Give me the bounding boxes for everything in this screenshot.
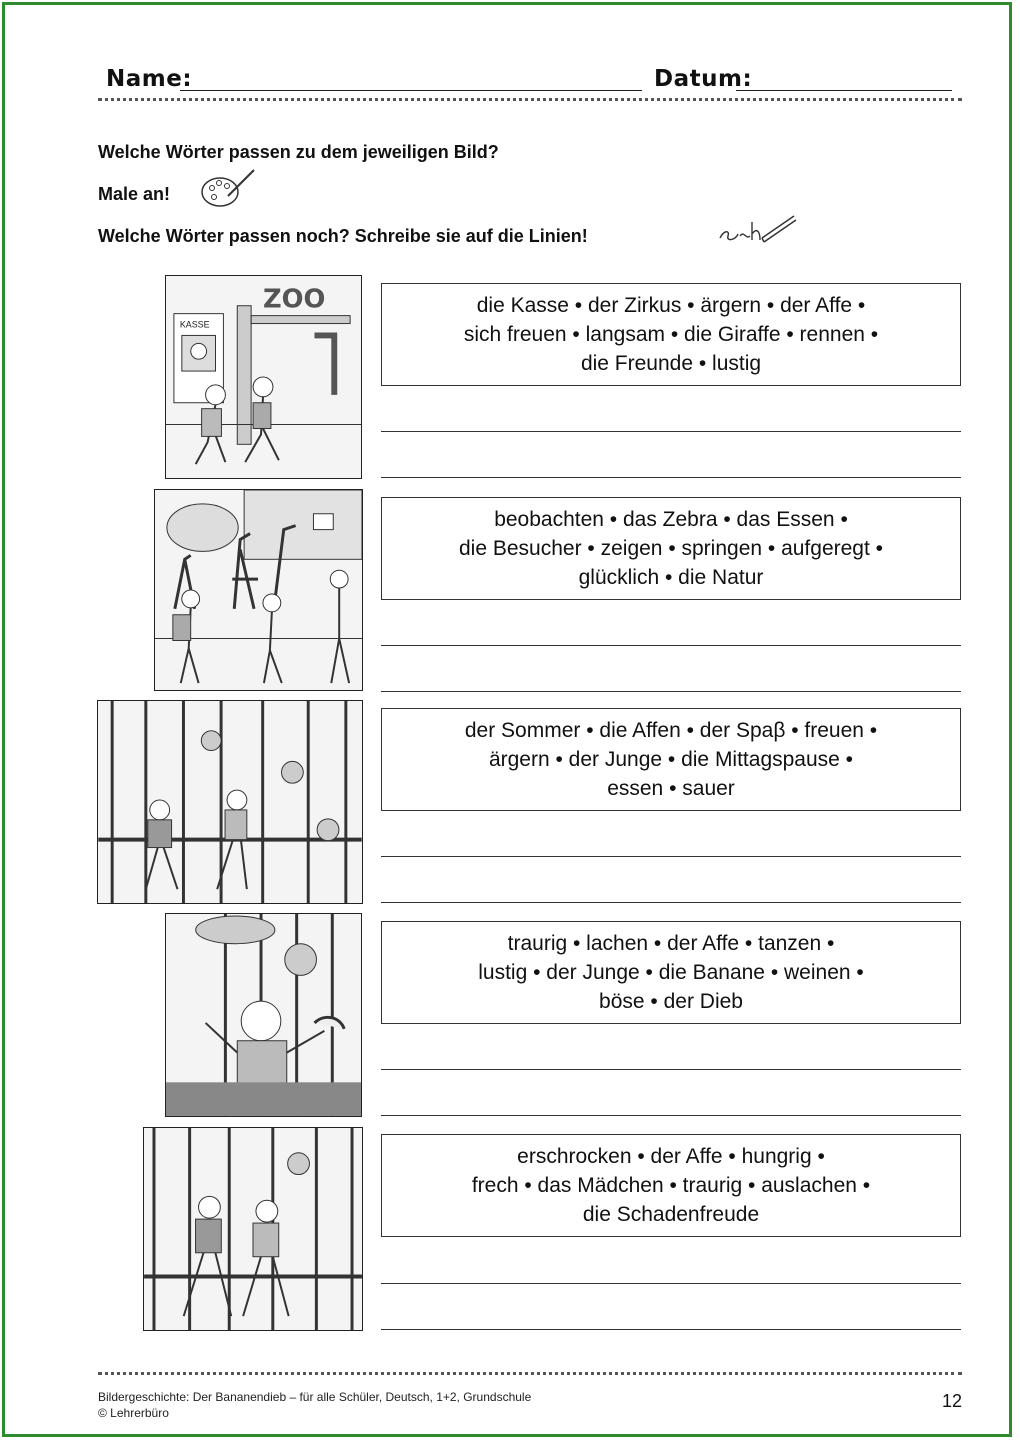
illustration-kids-entering-zoo (165, 275, 362, 479)
name-label: Name: (106, 66, 193, 92)
writing-line[interactable] (381, 856, 961, 857)
date-field[interactable] (736, 90, 952, 91)
palette-icon (198, 166, 260, 212)
word-line: glücklich • die Natur (578, 566, 764, 589)
instruction-3: Welche Wörter passen noch? Schreibe sie auf die Linien! (98, 226, 588, 246)
writing-line[interactable] (381, 645, 961, 646)
pencil-icon (716, 210, 800, 246)
word-line: frech • das Mädchen • traurig • auslachen • (471, 1174, 871, 1197)
illustration-kids-watching-giraffes (154, 489, 363, 691)
word-line: der Sommer • die Affen • der Spaβ • freuen • (464, 719, 878, 742)
header-separator (98, 98, 962, 101)
writing-line[interactable] (381, 1283, 961, 1284)
word-line: lustig • der Junge • die Banane • weinen • (478, 961, 864, 984)
footer-copyright: © Lehrerbüro (98, 1406, 169, 1420)
word-line: böse • der Dieb (599, 990, 743, 1013)
date-label: Datum: (654, 66, 753, 92)
instruction-1: Welche Wörter passen zu dem jeweiligen Bild? (98, 142, 499, 162)
word-line: traurig • lachen • der Affe • tanzen • (507, 932, 835, 955)
word-line: essen • sauer (607, 777, 735, 800)
footer-source: Bildergeschichte: Der Bananendieb – für alle Schüler, Deutsch, 1+2, Grundschule (98, 1390, 532, 1404)
page-number: 12 (941, 1391, 962, 1411)
writing-line[interactable] (381, 431, 961, 432)
header (98, 60, 962, 100)
zoo-sign: ZOO (263, 284, 326, 315)
word-line: ärgern • der Junge • die Mittagspause • (488, 748, 854, 771)
writing-line[interactable] (381, 691, 961, 692)
writing-line[interactable] (381, 1115, 961, 1116)
word-line: sich freuen • langsam • die Giraffe • rennen • (463, 323, 879, 346)
word-box-1 (381, 283, 961, 386)
writing-line[interactable] (381, 1329, 961, 1330)
illustration-monkey-takes-banana (165, 913, 362, 1117)
illustration-kids-laughing-at-monkey (143, 1127, 363, 1331)
word-line: die Besucher • zeigen • springen • aufgeregt • (459, 537, 883, 560)
word-box-4 (381, 921, 961, 1024)
writing-line[interactable] (381, 477, 961, 478)
word-box-3 (381, 708, 961, 811)
writing-line[interactable] (381, 902, 961, 903)
kasse-sign: KASSE (179, 319, 210, 330)
writing-line[interactable] (381, 1069, 961, 1070)
instruction-2: Male an! (98, 184, 171, 204)
word-line: beobachten • das Zebra • das Essen • (494, 508, 848, 531)
name-field[interactable] (180, 90, 642, 91)
word-line: die Schadenfreude (582, 1203, 760, 1226)
illustration-kids-at-monkey-cage (97, 700, 363, 904)
footer-separator (98, 1372, 962, 1375)
word-box-2 (381, 497, 961, 600)
word-line: erschrocken • der Affe • hungrig • (517, 1145, 825, 1168)
word-box-5 (381, 1134, 961, 1237)
word-line: die Freunde • lustig (580, 352, 762, 375)
word-line: die Kasse • der Zirkus • ärgern • der Affe • (476, 294, 866, 317)
